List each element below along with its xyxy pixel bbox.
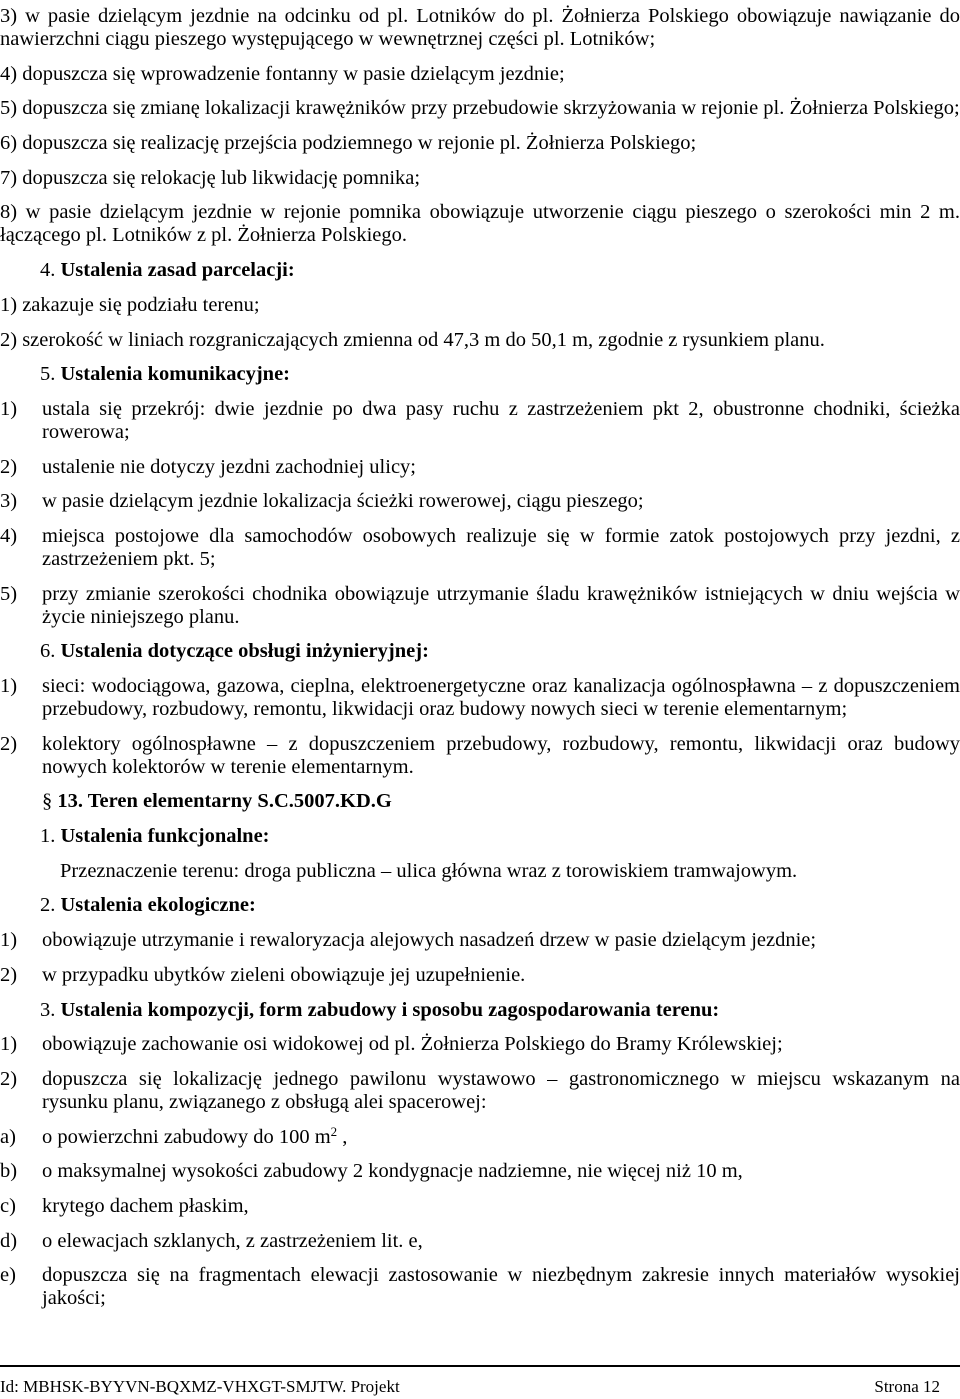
item-marker: 1) — [0, 1033, 18, 1056]
list-item — [0, 525, 960, 571]
footer-page-number: Strona 12 — [874, 1377, 940, 1396]
paragraph-title: 13. Teren elementarny S.C.5007.KD.G — [57, 790, 392, 813]
function-description: Przeznaczenie terenu: droga publiczna – ulica główna wraz z torowiskiem tramwajowym. — [60, 859, 798, 882]
section-heading — [0, 259, 960, 282]
item-marker: 1) — [0, 675, 18, 697]
item-marker: 1) — [0, 929, 18, 952]
item-marker: 6) — [0, 132, 18, 155]
sub-item-marker: a) — [0, 1125, 16, 1148]
sub-item-text: krytego dachem płaskim, — [42, 1194, 249, 1217]
section-text — [0, 860, 960, 883]
section-heading — [0, 363, 960, 386]
sub-item-suffix: , — [337, 1125, 348, 1148]
sub-item-superscript: 2 — [330, 1123, 338, 1139]
paragraph-symbol: § — [42, 790, 53, 813]
list-item — [0, 1033, 960, 1056]
list-item — [0, 132, 960, 155]
list-item — [0, 329, 960, 352]
item-text: dopuszcza się lokalizację jednego pawilonu wystawowo – gastronomicznego w miejscu wskazanym na rysunku planu, związanego z obsługą alei spacerowej: — [42, 1067, 960, 1113]
list-item — [0, 929, 960, 952]
list-item — [0, 5, 960, 51]
section-heading — [0, 894, 960, 917]
item-marker: 1) — [0, 293, 18, 316]
item-marker: 2) — [0, 732, 18, 755]
section-number: 2. — [40, 894, 56, 917]
item-marker: 2) — [0, 328, 18, 351]
sub-item-text: o maksymalnej wysokości zabudowy 2 kondygnacje nadziemne, nie więcej niż 10 m, — [42, 1160, 743, 1183]
item-text: w przypadku ubytków zieleni obowiązuje jej uzupełnienie. — [42, 963, 526, 986]
section-title: Ustalenia kompozycji, form zabudowy i sposobu zagospodarowania terenu: — [60, 998, 720, 1021]
sub-item-marker: e) — [0, 1264, 16, 1287]
item-marker: 8) — [0, 201, 18, 224]
list-item — [0, 294, 960, 317]
list-item — [0, 97, 960, 120]
sub-item-marker: c) — [0, 1194, 16, 1217]
item-text: kolektory ogólnospławne – z dopuszczeniem przebudowy, rozbudowy, remontu, likwidacji oraz budowy nowych kolektorów w terenie elementarnym. — [42, 732, 960, 778]
item-text: ustalenie nie dotyczy jezdni zachodniej ulicy; — [42, 455, 416, 478]
sub-item — [0, 1195, 960, 1218]
sub-item-marker: b) — [0, 1160, 18, 1183]
item-marker: 2) — [0, 963, 18, 986]
list-item — [0, 167, 960, 190]
list-item — [0, 398, 960, 444]
section-heading — [0, 999, 960, 1022]
item-marker: 5) — [0, 97, 18, 120]
item-text: szerokość w liniach rozgraniczających zmienna od 47,3 m do 50,1 m, zgodnie z rysunkiem planu. — [22, 328, 825, 351]
section-title: Ustalenia dotyczące obsługi inżynieryjnej: — [60, 640, 429, 663]
sub-item-text: o powierzchni zabudowy do 100 m — [42, 1125, 331, 1148]
section-title: Ustalenia funkcjonalne: — [60, 825, 270, 848]
section-heading — [0, 825, 960, 848]
section-title: Ustalenia komunikacyjne: — [60, 363, 291, 386]
item-text: miejsca postojowe dla samochodów osobowych realizuje się w formie zatok postojowych przy jezdni, z zastrzeżeniem pkt. 5; — [42, 524, 960, 570]
list-item — [0, 964, 960, 987]
item-text: dopuszcza się zmianę lokalizacji krawężników przy przebudowie skrzyżowania w rejonie pl. Żołnierza Polskiego; — [22, 97, 960, 120]
list-item — [0, 63, 960, 86]
item-text: w pasie dzielącym jezdnie lokalizacja ścieżki rowerowej, ciągu pieszego; — [42, 490, 644, 513]
item-text: dopuszcza się realizację przejścia podziemnego w rejonie pl. Żołnierza Polskiego; — [22, 132, 697, 155]
item-text: sieci: wodociągowa, gazowa, cieplna, elektroenergetyczne oraz kanalizacja ogólnospławna – z dopuszczeniem przebudowy, rozbudowy, remontu, likwidacji oraz budowy nowych sieci w terenie elementarnym; — [42, 675, 960, 720]
item-marker: 3) — [0, 490, 18, 513]
section-number: 5. — [40, 363, 56, 386]
list-item — [0, 1068, 960, 1114]
section-title: Ustalenia zasad parcelacji: — [60, 259, 295, 282]
list-item — [0, 201, 960, 247]
item-text: w pasie dzielącym jezdnie w rejonie pomnika obowiązuje utworzenie ciągu pieszego o szerokości min 2 m. łączącego pl. Lotników z pl. Żołnierza Polskiego. — [0, 201, 960, 247]
item-text: w pasie dzielącym jezdnie na odcinku od pl. Lotników do pl. Żołnierza Polskiego obowiązuje nawiązanie do nawierzchni ciągu pieszego występującego w wewnętrznej części pl. Lotników; — [0, 5, 960, 50]
footer-document-id: Id: MBHSK-BYYVN-BQXMZ-VHXGT-SMJTW. Projekt — [0, 1377, 400, 1396]
item-text: dopuszcza się wprowadzenie fontanny w pasie dzielącym jezdnie; — [22, 62, 565, 85]
item-marker: 5) — [0, 582, 18, 605]
page-footer — [0, 1365, 960, 1396]
sub-item-text: dopuszcza się na fragmentach elewacji zastosowanie w niezbędnym zakresie innych materiałów wysokiej jakości; — [42, 1264, 960, 1310]
list-item — [0, 733, 960, 779]
item-text: obowiązuje zachowanie osi widokowej od pl. Żołnierza Polskiego do Bramy Królewskiej; — [42, 1033, 783, 1056]
item-marker: 1) — [0, 397, 18, 420]
item-text: obowiązuje utrzymanie i rewaloryzacja alejowych nasadzeń drzew w pasie dzielącym jezdnie; — [42, 929, 817, 952]
item-text: przy zmianie szerokości chodnika obowiązuje utrzymanie śladu krawężników istniejących w dniu wejścia w życie niniejszego planu. — [42, 582, 960, 628]
item-marker: 2) — [0, 455, 18, 478]
document-body — [0, 5, 960, 1322]
list-item — [0, 490, 960, 513]
sub-item — [0, 1230, 960, 1253]
sub-item-marker: d) — [0, 1229, 18, 1252]
section-number: 1. — [40, 825, 56, 848]
item-text: ustala się przekrój: dwie jezdnie po dwa pasy ruchu z zastrzeżeniem pkt 2, obustronne chodniki, ścieżka rowerowa; — [42, 397, 960, 443]
sub-item-text: o elewacjach szklanych, z zastrzeżeniem lit. e, — [42, 1229, 423, 1252]
section-title: Ustalenia ekologiczne: — [60, 894, 256, 917]
item-marker: 4) — [0, 62, 18, 85]
item-marker: 2) — [0, 1067, 18, 1090]
sub-item — [0, 1160, 960, 1183]
section-heading — [0, 640, 960, 663]
list-item — [0, 456, 960, 479]
item-marker: 3) — [0, 5, 18, 27]
item-marker: 7) — [0, 166, 18, 189]
item-marker: 4) — [0, 524, 18, 547]
section-number: 3. — [40, 998, 56, 1021]
item-text: dopuszcza się relokację lub likwidację pomnika; — [22, 166, 421, 189]
item-text: zakazuje się podziału terenu; — [22, 293, 260, 316]
sub-item — [0, 1264, 960, 1310]
sub-item — [0, 1123, 960, 1149]
paragraph-heading — [0, 790, 960, 813]
list-item — [0, 675, 960, 721]
section-number: 4. — [40, 259, 56, 282]
section-number: 6. — [40, 640, 56, 663]
list-item — [0, 583, 960, 629]
